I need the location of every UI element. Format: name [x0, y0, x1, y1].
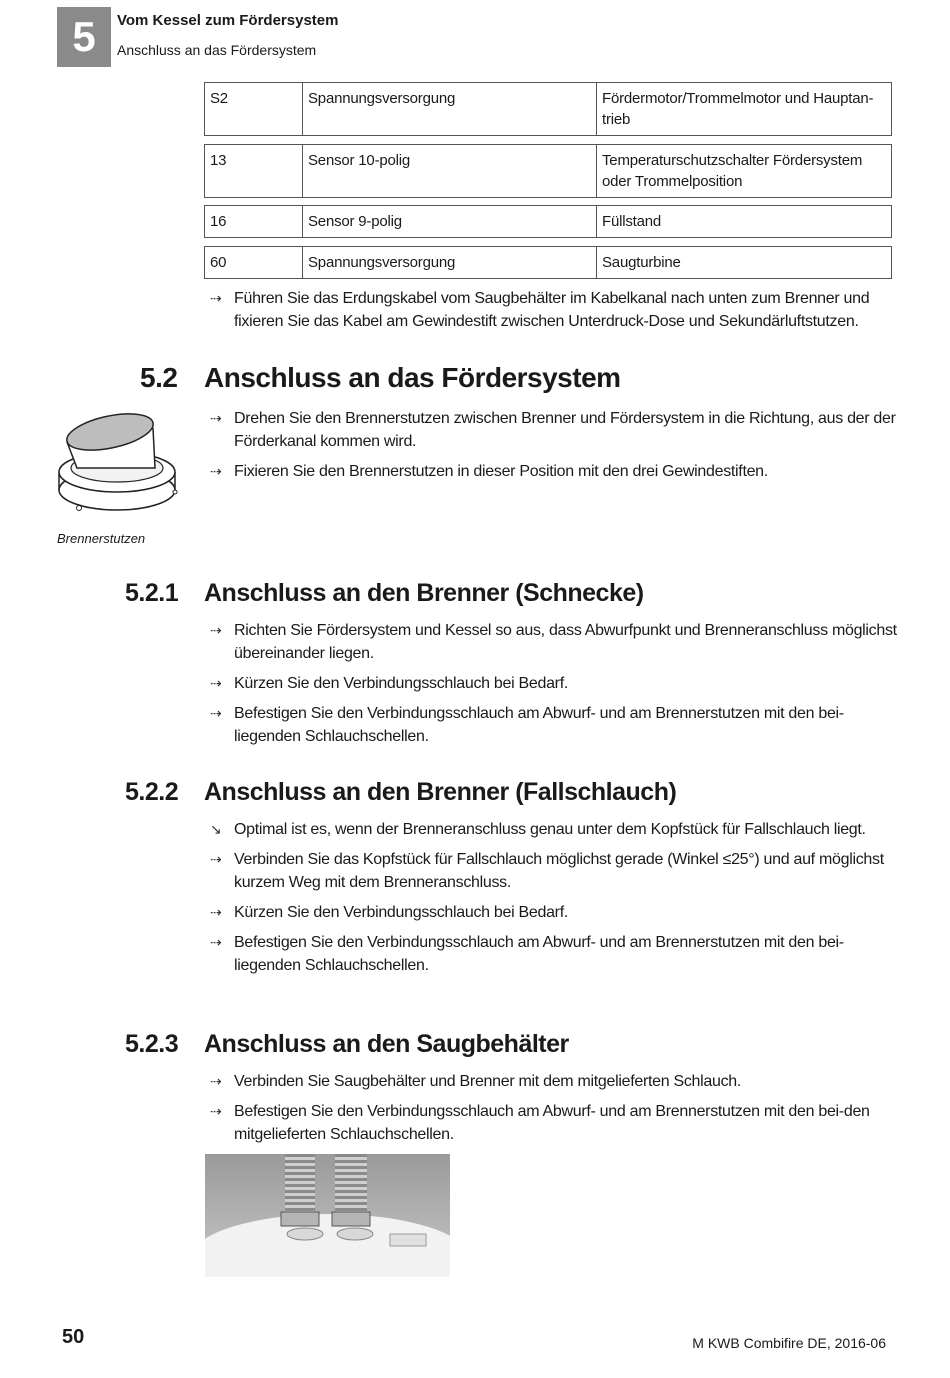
list-item: ⇢ Fixieren Sie den Brennerstutzen in dieser Position mit den drei Gewindestiften. — [210, 460, 900, 483]
dotted-arrow-icon: ⇢ — [210, 1073, 222, 1089]
dotted-arrow-icon: ⇢ — [210, 904, 222, 920]
table-row — [205, 145, 892, 198]
section-5-2-3-step-list — [210, 1070, 900, 1153]
list-item: ↘ Optimal ist es, wenn der Brenneranschluss genau unter dem Kopfstück für Fallschlauch liegt. — [210, 818, 900, 841]
section-title: Anschluss an den Brenner (Schnecke) — [204, 579, 644, 607]
table-cell-id: 16 — [205, 206, 303, 238]
figure-caption: Brennerstutzen — [57, 531, 146, 546]
dotted-arrow-icon: ⇢ — [210, 410, 222, 426]
list-item: ⇢ Befestigen Sie den Verbindungsschlauch am Abwurf- und am Brennerstutzen mit den bei-den mitgelieferten Schlauchschellen. — [210, 1100, 900, 1146]
connection-table-13 — [204, 144, 892, 198]
section-5-2-2-step-list — [210, 818, 900, 984]
section-number: 5.2 — [140, 362, 178, 393]
list-item: ⇢ Befestigen Sie den Verbindungsschlauch am Abwurf- und am Brennerstutzen mit den bei-liegenden Schlauchschellen. — [210, 931, 900, 977]
table-cell-id: 13 — [205, 145, 303, 198]
list-item: ⇢ Richten Sie Fördersystem und Kessel so aus, dass Abwurfpunkt und Brenneranschluss möglichst übereinander liegen. — [210, 619, 900, 665]
document-reference: M KWB Combifire DE, 2016-06 — [692, 1335, 886, 1351]
section-5-2-1-step-list — [210, 619, 900, 755]
section-heading-5-2-3 — [125, 1030, 569, 1059]
table-row — [205, 247, 892, 279]
section-heading-5-2-1 — [125, 579, 644, 608]
list-item: ⇢ Verbinden Sie das Kopfstück für Fallschlauch möglichst gerade (Winkel ≤25°) und auf möglichst kurzem Weg mit dem Brenneranschluss. — [210, 848, 900, 894]
chapter-subtitle: Anschluss an das Fördersystem — [117, 42, 317, 58]
section-5-2-step-list — [210, 407, 900, 490]
section-number: 5.2.3 — [125, 1030, 179, 1058]
table-cell-desc: Temperaturschutzschalter Fördersystem oder Trommelposition — [597, 145, 892, 198]
section-title: Anschluss an das Fördersystem — [204, 362, 621, 393]
dotted-arrow-icon: ⇢ — [210, 290, 222, 306]
brennerstutzen-figure — [55, 410, 180, 520]
list-item: ⇢ Kürzen Sie den Verbindungsschlauch bei Bedarf. — [210, 901, 900, 924]
chapter-title: Vom Kessel zum Fördersystem — [117, 12, 339, 29]
table-row — [205, 83, 892, 136]
chapter-number: 5 — [72, 13, 96, 60]
dotted-arrow-icon: ⇢ — [210, 934, 222, 950]
section-heading-5-2 — [140, 362, 621, 394]
table-cell-id: S2 — [205, 83, 303, 136]
section-title: Anschluss an den Brenner (Fallschlauch) — [204, 778, 677, 806]
list-item: ⇢ Drehen Sie den Brennerstutzen zwischen Brenner und Fördersystem in die Richtung, aus der der Förderkanal kommen wird. — [210, 407, 900, 453]
dotted-arrow-icon: ⇢ — [210, 675, 222, 691]
list-item: ⇢ Befestigen Sie den Verbindungsschlauch am Abwurf- und am Brennerstutzen mit den bei-liegenden Schlauchschellen. — [210, 702, 900, 748]
section-number: 5.2.2 — [125, 778, 179, 806]
dotted-arrow-icon: ⇢ — [210, 622, 222, 638]
table-cell-type: Sensor 10-polig — [303, 145, 597, 198]
connection-table-s2 — [204, 82, 892, 136]
connection-table-60 — [204, 246, 892, 279]
intro-step-list — [210, 287, 900, 340]
list-item: ⇢ Führen Sie das Erdungskabel vom Saugbehälter im Kabelkanal nach unten zum Brenner und fixieren Sie das Kabel am Gewindestift zwischen Unterdruck-Dose und Sekundärluftstutzen. — [210, 287, 900, 333]
table-cell-type: Spannungsversorgung — [303, 247, 597, 279]
table-cell-type: Spannungsversorgung — [303, 83, 597, 136]
table-cell-id: 60 — [205, 247, 303, 279]
chapter-number-box — [57, 7, 111, 67]
section-heading-5-2-2 — [125, 778, 677, 807]
section-number: 5.2.1 — [125, 579, 179, 607]
section-title: Anschluss an den Saugbehälter — [204, 1030, 569, 1058]
table-cell-type: Sensor 9-polig — [303, 206, 597, 238]
table-cell-desc: Saugturbine — [597, 247, 892, 279]
table-row — [205, 206, 892, 238]
table-cell-desc: Fördermotor/Trommelmotor und Hauptan- trieb — [597, 83, 892, 136]
dotted-arrow-icon: ⇢ — [210, 851, 222, 867]
table-cell-desc: Füllstand — [597, 206, 892, 238]
hose-connection-photo — [205, 1154, 450, 1277]
dotted-arrow-icon: ⇢ — [210, 705, 222, 721]
connection-table-16 — [204, 205, 892, 238]
diagonal-arrow-icon: ↘ — [210, 821, 222, 837]
dotted-arrow-icon: ⇢ — [210, 1103, 222, 1119]
dotted-arrow-icon: ⇢ — [210, 463, 222, 479]
list-item: ⇢ Verbinden Sie Saugbehälter und Brenner mit dem mitgelieferten Schlauch. — [210, 1070, 900, 1093]
list-item: ⇢ Kürzen Sie den Verbindungsschlauch bei Bedarf. — [210, 672, 900, 695]
page-number: 50 — [62, 1326, 85, 1348]
